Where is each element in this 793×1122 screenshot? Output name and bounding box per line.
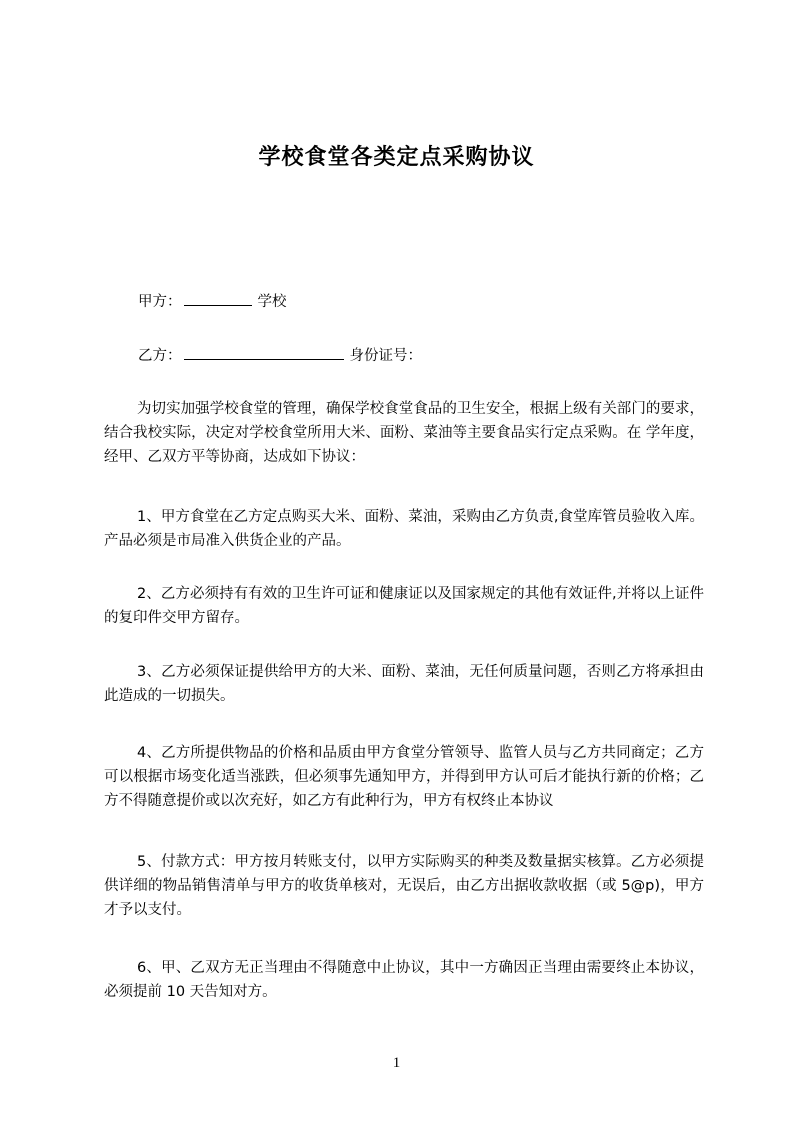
party-a-blank: [184, 291, 252, 306]
clause-paragraph-1: 1、甲方食堂在乙方定点购买大米、面粉、菜油，采购由乙方负责,食堂库管员验收入库。产品必须是市局准入供货企业的产品。: [104, 509, 704, 549]
clause-paragraph-3: 3、乙方必须保证提供给甲方的大米、面粉、菜油，无任何质量问题，否则乙方将承担由此造成的一切损失。: [104, 664, 704, 704]
party-b-blank: [184, 345, 344, 360]
intro-paragraph: 为切实加强学校食堂的管理，确保学校食堂食品的卫生安全，根据上级有关部门的要求，结合我校实际，决定对学校食堂所用大米、面粉、菜油等主要食品实行定点采购。在 学年度，经甲、乙双方平等协商，达成如下协议：: [104, 401, 704, 465]
party-b-line: [138, 344, 422, 365]
document-title: 学校食堂各类定点采购协议: [258, 145, 535, 170]
party-b-label: 乙方：: [138, 348, 182, 364]
clause-paragraph-6: 6、甲、乙双方无正当理由不得随意中止协议，其中一方确因正当理由需要终止本协议，必须提前 10 天告知对方。: [104, 960, 704, 1000]
party-a-label: 甲方：: [138, 294, 182, 310]
party-a-line: [138, 290, 287, 311]
clause-paragraph-4: 4、乙方所提供物品的价格和品质由甲方食堂分管领导、监管人员与乙方共同商定；乙方可以根据市场变化适当涨跌，但必须事先通知甲方，并得到甲方认可后才能执行新的价格；乙方不得随意提价或以次充好，如乙方有此种行为，甲方有权终止本协议: [104, 745, 704, 809]
page-number: 1: [392, 1055, 401, 1071]
clause-paragraph-5: 5、付款方式：甲方按月转账支付，以甲方实际购买的种类及数量据实核算。乙方必须提供详细的物品销售清单与甲方的收货单核对，无误后，由乙方出据收款收据（或 5@p)，甲方才予以支付。: [104, 854, 704, 918]
party-b-suffix: 身份证号：: [349, 348, 422, 364]
party-a-suffix: 学校: [257, 294, 287, 310]
clause-paragraph-2: 2、乙方必须持有有效的卫生许可证和健康证以及国家规定的其他有效证件,并将以上证件的复印件交甲方留存。: [104, 586, 704, 626]
